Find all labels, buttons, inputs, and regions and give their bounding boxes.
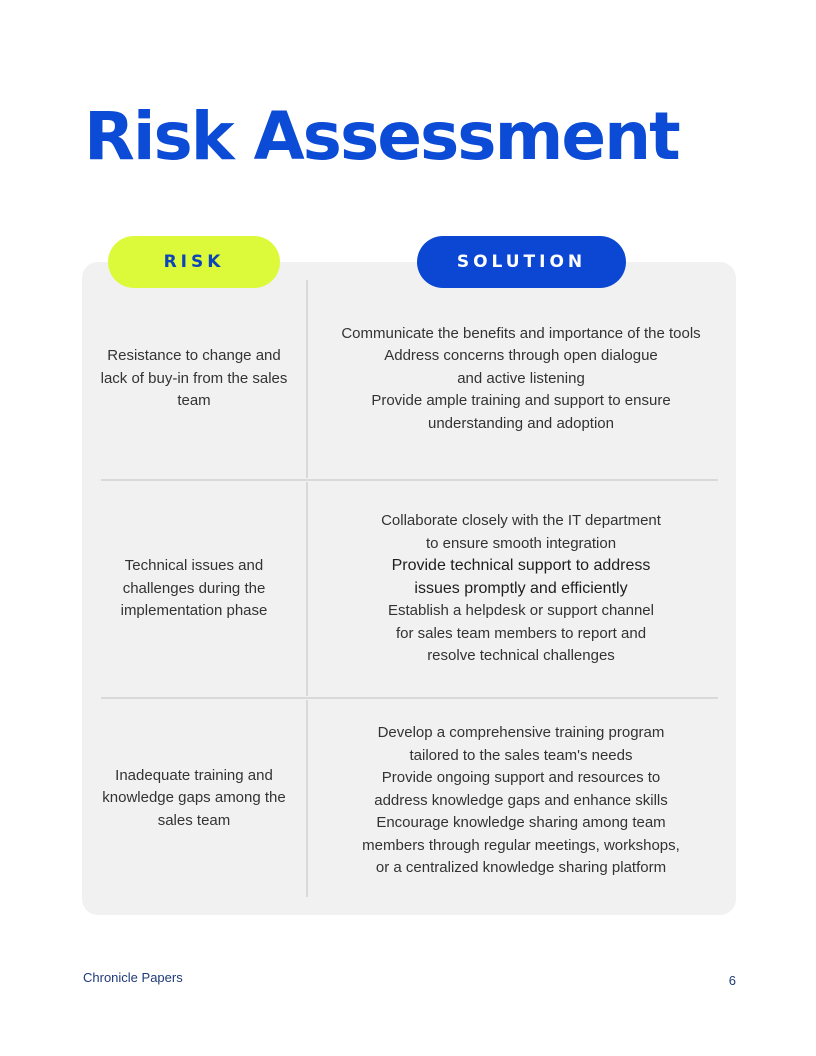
solution-line: Develop a comprehensive training program	[377, 724, 665, 742]
row-divider	[101, 697, 718, 699]
solution-cell	[326, 280, 716, 478]
risk-text: Technical issues and challenges during the implementation phase	[120, 557, 268, 620]
solution-line: to ensure smooth integration	[425, 534, 617, 552]
page-number: 6	[728, 973, 736, 988]
solution-line: and active listening	[457, 369, 585, 387]
solution-line: issues promptly and efficiently	[414, 579, 628, 597]
solution-line: Provide technical support to address	[391, 557, 651, 575]
solution-text	[381, 510, 661, 668]
risk-cell	[100, 482, 288, 696]
column-divider	[306, 700, 308, 897]
risk-cell	[100, 280, 288, 478]
solution-line: Establish a helpdesk or support channel	[387, 602, 654, 620]
solution-line: for sales team members to report and	[395, 624, 647, 642]
solution-cell	[326, 716, 716, 886]
solution-text	[362, 722, 680, 880]
solution-line: tailored to the sales team's needs	[409, 746, 633, 764]
column-divider	[306, 280, 308, 478]
solution-line: members through regular meetings, workshops,	[362, 836, 680, 854]
solution-line: Provide ongoing support and resources to	[381, 769, 661, 787]
solution-line: Encourage knowledge sharing among team	[376, 814, 666, 832]
row-divider	[101, 479, 718, 481]
solution-line: address knowledge gaps and enhance skills	[374, 791, 668, 809]
solution-line: understanding and adoption	[428, 414, 614, 432]
solution-line: Address concerns through open dialogue	[384, 347, 658, 365]
footer-publisher: Chronicle Papers	[83, 970, 183, 985]
column-divider	[306, 482, 308, 696]
solution-line: Provide ample training and support to ensure	[371, 392, 671, 410]
solution-cell	[326, 482, 716, 696]
solution-line: Collaborate closely with the IT department	[381, 512, 661, 530]
solution-column-header: SOLUTION	[417, 236, 626, 288]
solution-line: Communicate the benefits and importance of the tools	[341, 324, 701, 342]
risk-text: Inadequate training and knowledge gaps among the sales team	[102, 766, 286, 829]
page-title: Risk Assessment	[84, 98, 679, 175]
solution-line: resolve technical challenges	[427, 647, 615, 665]
solution-line: or a centralized knowledge sharing platform	[375, 859, 667, 877]
solution-text	[341, 323, 700, 436]
risk-column-header: RISK	[108, 236, 280, 288]
risk-text: Resistance to change and lack of buy-in from the sales team	[100, 347, 288, 410]
risk-cell	[100, 700, 288, 897]
